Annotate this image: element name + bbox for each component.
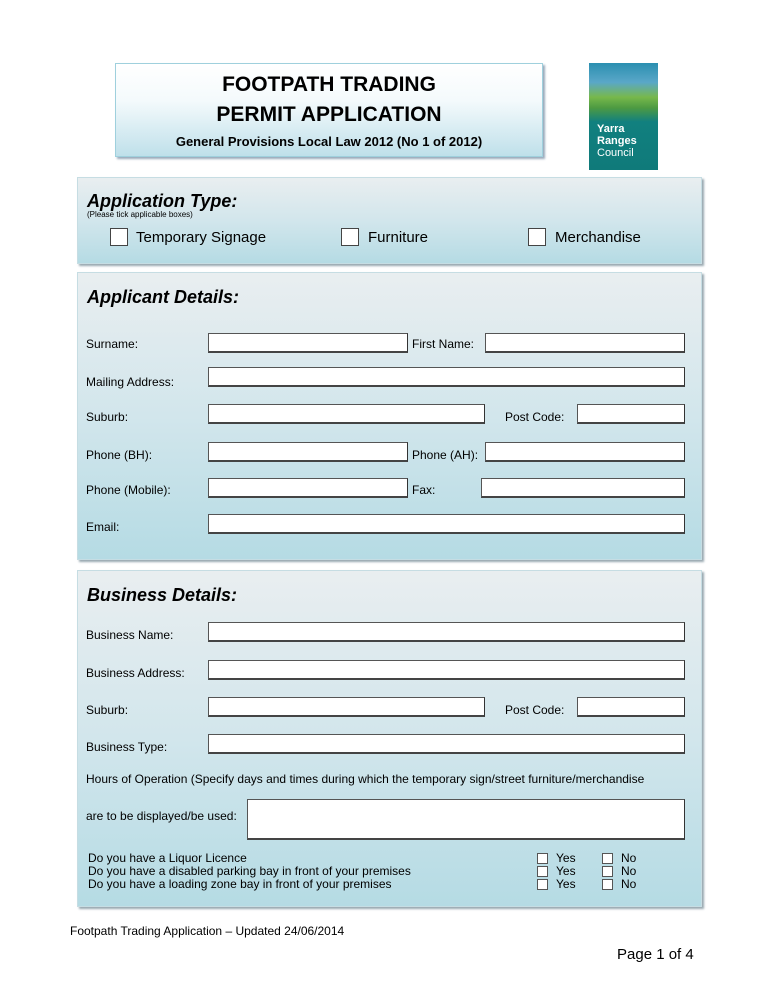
title-box xyxy=(115,63,543,157)
question-loading-zone: Do you have a loading zone bay in front of your premises xyxy=(88,877,392,891)
first-name-input[interactable] xyxy=(485,333,685,353)
yes-label: Yes xyxy=(556,864,576,878)
phone-bh-label: Phone (BH): xyxy=(86,448,153,462)
council-logo xyxy=(589,63,658,170)
email-input[interactable] xyxy=(208,514,685,534)
application-type-section xyxy=(77,177,702,264)
hours-label-line1: Hours of Operation (Specify days and times during which the temporary sign/street furniture/merchandise xyxy=(86,772,645,786)
yes-checkbox[interactable] xyxy=(537,879,548,890)
no-label: No xyxy=(621,877,637,891)
business-address-input[interactable] xyxy=(208,660,685,680)
business-name-input[interactable] xyxy=(208,622,685,642)
title-line-1: FOOTPATH TRADING xyxy=(222,73,436,96)
yes-checkbox[interactable] xyxy=(537,853,548,864)
phone-bh-input[interactable] xyxy=(208,442,408,462)
phone-ah-label: Phone (AH): xyxy=(412,448,479,462)
subtitle: General Provisions Local Law 2012 (No 1 of 2012) xyxy=(175,134,483,149)
logo-text: Yarra xyxy=(597,123,625,135)
hours-label-line2: are to be displayed/be used: xyxy=(86,809,237,823)
business-suburb-input[interactable] xyxy=(208,697,485,717)
post-code-label: Post Code: xyxy=(505,410,565,424)
mailing-address-label: Mailing Address: xyxy=(86,375,175,389)
business-post-code-label: Post Code: xyxy=(505,703,565,717)
post-code-input[interactable] xyxy=(577,404,685,424)
temporary-signage-checkbox[interactable] xyxy=(110,228,128,246)
mailing-address-input[interactable] xyxy=(208,367,685,387)
questions-list xyxy=(88,852,411,891)
fax-label: Fax: xyxy=(412,483,436,497)
no-options xyxy=(602,852,636,891)
fax-input[interactable] xyxy=(481,478,685,498)
logo-text: Ranges xyxy=(597,135,637,147)
surname-input[interactable] xyxy=(208,333,408,353)
no-checkbox[interactable] xyxy=(602,866,613,877)
yes-label: Yes xyxy=(556,877,576,891)
email-label: Email: xyxy=(86,520,120,534)
question-liquor: Do you have a Liquor Licence xyxy=(88,851,247,865)
business-address-label: Business Address: xyxy=(86,666,185,680)
option-label: Temporary Signage xyxy=(136,229,267,246)
yes-options xyxy=(537,852,576,891)
business-type-input[interactable] xyxy=(208,734,685,754)
no-label: No xyxy=(621,864,637,878)
no-checkbox[interactable] xyxy=(602,853,613,864)
business-suburb-label: Suburb: xyxy=(86,703,129,717)
suburb-label: Suburb: xyxy=(86,410,129,424)
yes-checkbox[interactable] xyxy=(537,866,548,877)
question-disabled-parking: Do you have a disabled parking bay in front of your premises xyxy=(88,864,411,878)
first-name-label: First Name: xyxy=(412,337,475,351)
hours-textarea[interactable] xyxy=(247,799,685,840)
business-type-label: Business Type: xyxy=(86,740,168,754)
no-label: No xyxy=(621,851,637,865)
no-checkbox[interactable] xyxy=(602,879,613,890)
option-label: Furniture xyxy=(368,229,429,246)
phone-mobile-label: Phone (Mobile): xyxy=(86,483,171,497)
section-heading: Business Details: xyxy=(87,585,238,605)
section-heading: Application Type: xyxy=(87,191,238,211)
business-name-label: Business Name: xyxy=(86,628,174,642)
page-number: Page 1 of 4 xyxy=(617,946,694,963)
tick-note: (Please tick applicable boxes) xyxy=(87,210,193,219)
phone-ah-input[interactable] xyxy=(485,442,685,462)
furniture-checkbox[interactable] xyxy=(341,228,359,246)
merchandise-checkbox[interactable] xyxy=(528,228,546,246)
title-line-2: PERMIT APPLICATION xyxy=(216,103,442,126)
section-heading: Applicant Details: xyxy=(87,287,240,307)
footer-text: Footpath Trading Application – Updated 24/06/2014 xyxy=(70,924,345,938)
option-label: Merchandise xyxy=(555,229,641,246)
business-post-code-input[interactable] xyxy=(577,697,685,717)
suburb-input[interactable] xyxy=(208,404,485,424)
yes-label: Yes xyxy=(556,851,576,865)
logo-text: Council xyxy=(597,147,634,159)
surname-label: Surname: xyxy=(86,337,139,351)
phone-mobile-input[interactable] xyxy=(208,478,408,498)
